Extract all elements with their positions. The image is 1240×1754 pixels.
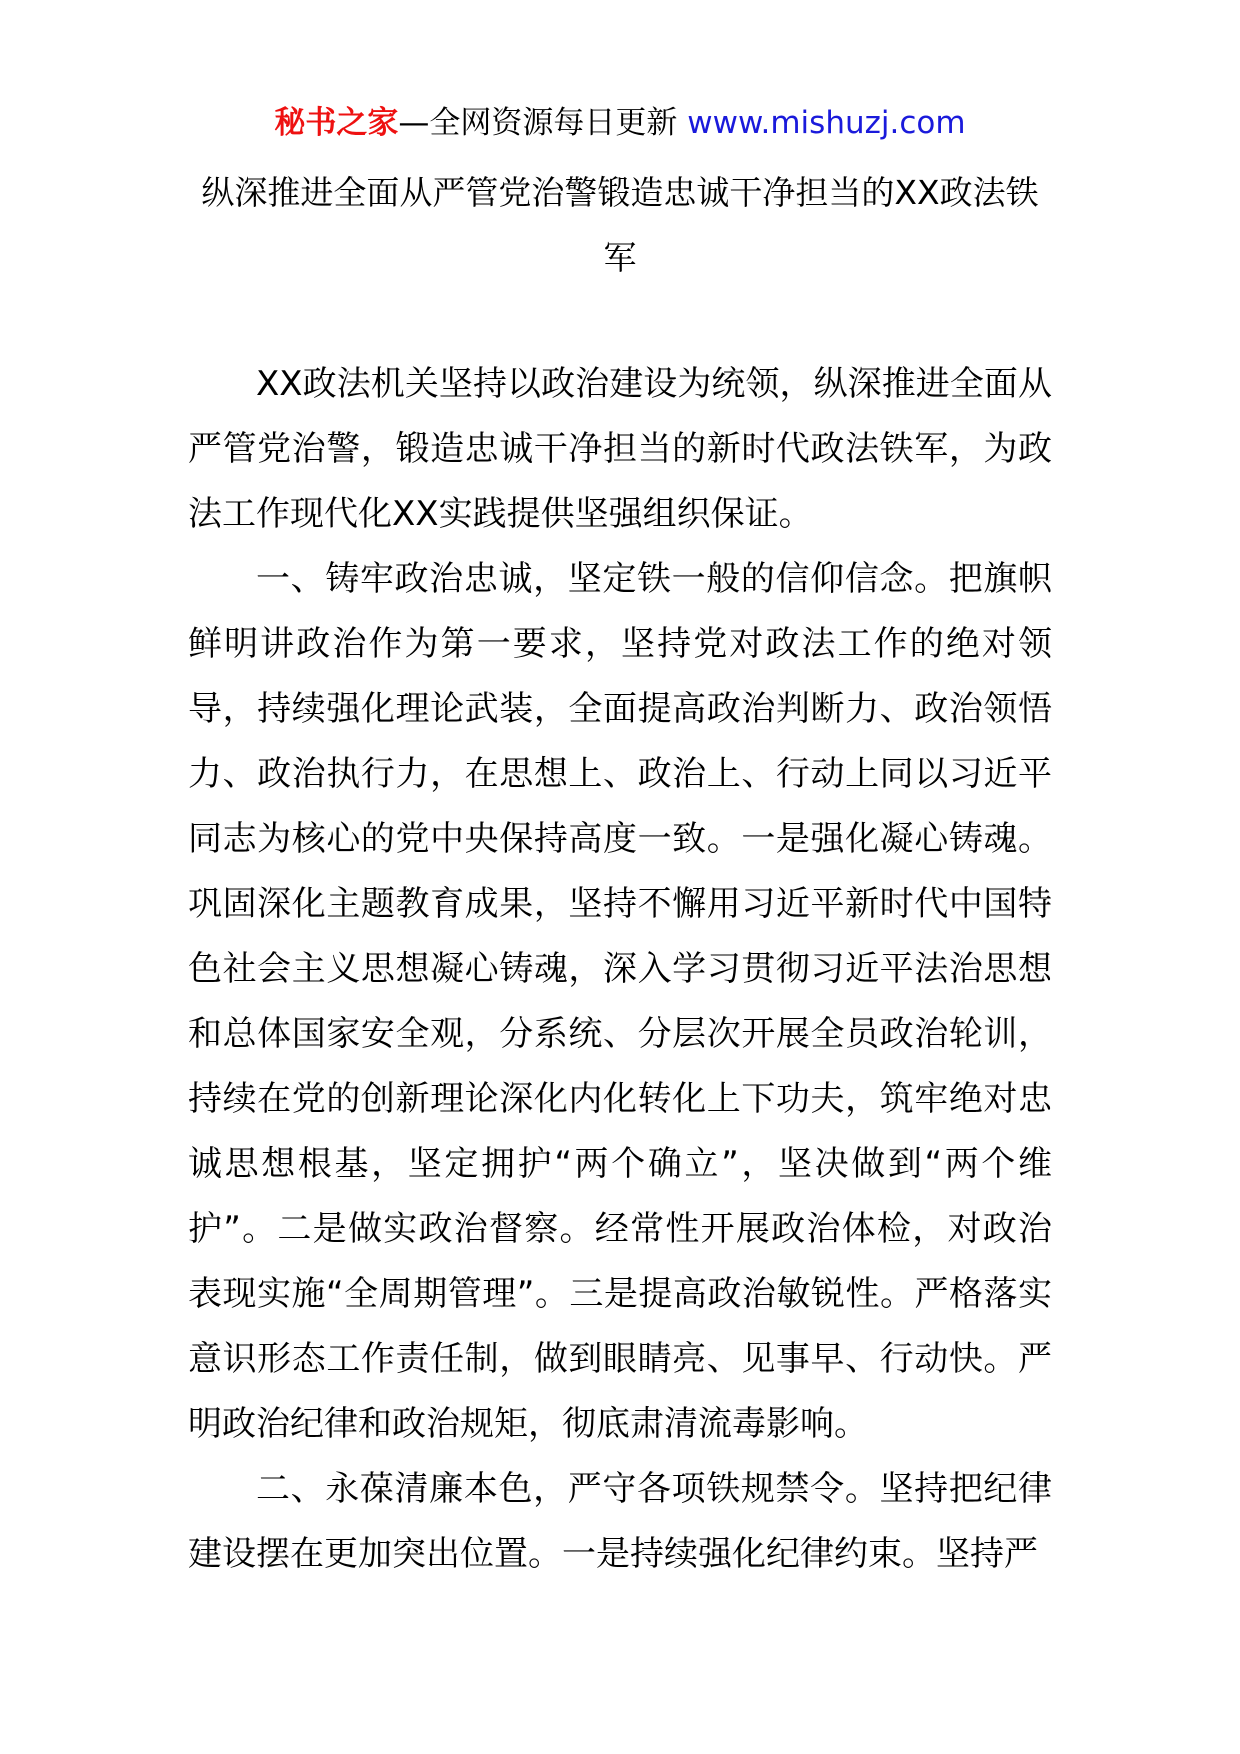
paragraph-section-2: 二、永葆清廉本色，严守各项铁规禁令。坚持把纪律建设摆在更加突出位置。一是持续强化纪律约束。坚持严 [188,1469,1052,1574]
document-title: 纵深推进全面从严管党治警锻造忠诚干净担当的XX政法铁军 [201,173,1039,277]
paragraph-intro: XX政法机关坚持以政治建设为统领，纵深推进全面从严管党治警，锻造忠诚干净担当的新时代政法铁军，为政法工作现代化XX实践提供坚强组织保证。 [188,364,1052,534]
header-tagline: —全网资源每日更新 [398,105,688,141]
document-body [188,352,1052,1587]
paragraph-section-1: 一、铸牢政治忠诚，坚定铁一般的信仰信念。把旗帜鲜明讲政治作为第一要求，坚持党对政法工作的绝对领导，持续强化理论武装，全面提高政治判断力、政治领悟力、政治执行力，在思想上、政治上、行动上同以习近平同志为核心的党中央保持高度一致。一是强化凝心铸魂。巩固深化主题教育成果，坚持不懈用习近平新时代中国特色社会主义思想凝心铸魂，深入学习贯彻习近平法治思想和总体国家安全观，分系统、分层次开展全员政治轮训，持续在党的创新理论深化内化转化上下功夫，筑牢绝对忠诚思想根基，坚定拥护“两个确立”，坚决做到“两个维护”。二是做实政治督察。经常性开展政治体检，对政治表现实施“全周期管理”。三是提高政治敏锐性。严格落实意识形态工作责任制，做到眼睛亮、见事早、行动快。严明政治纪律和政治规矩，彻底肃清流毒影响。 [188,559,1052,1444]
site-header [0,100,1240,146]
site-url-link[interactable]: www.mishuzj.com [687,105,966,141]
brand-name: 秘书之家 [274,105,399,141]
